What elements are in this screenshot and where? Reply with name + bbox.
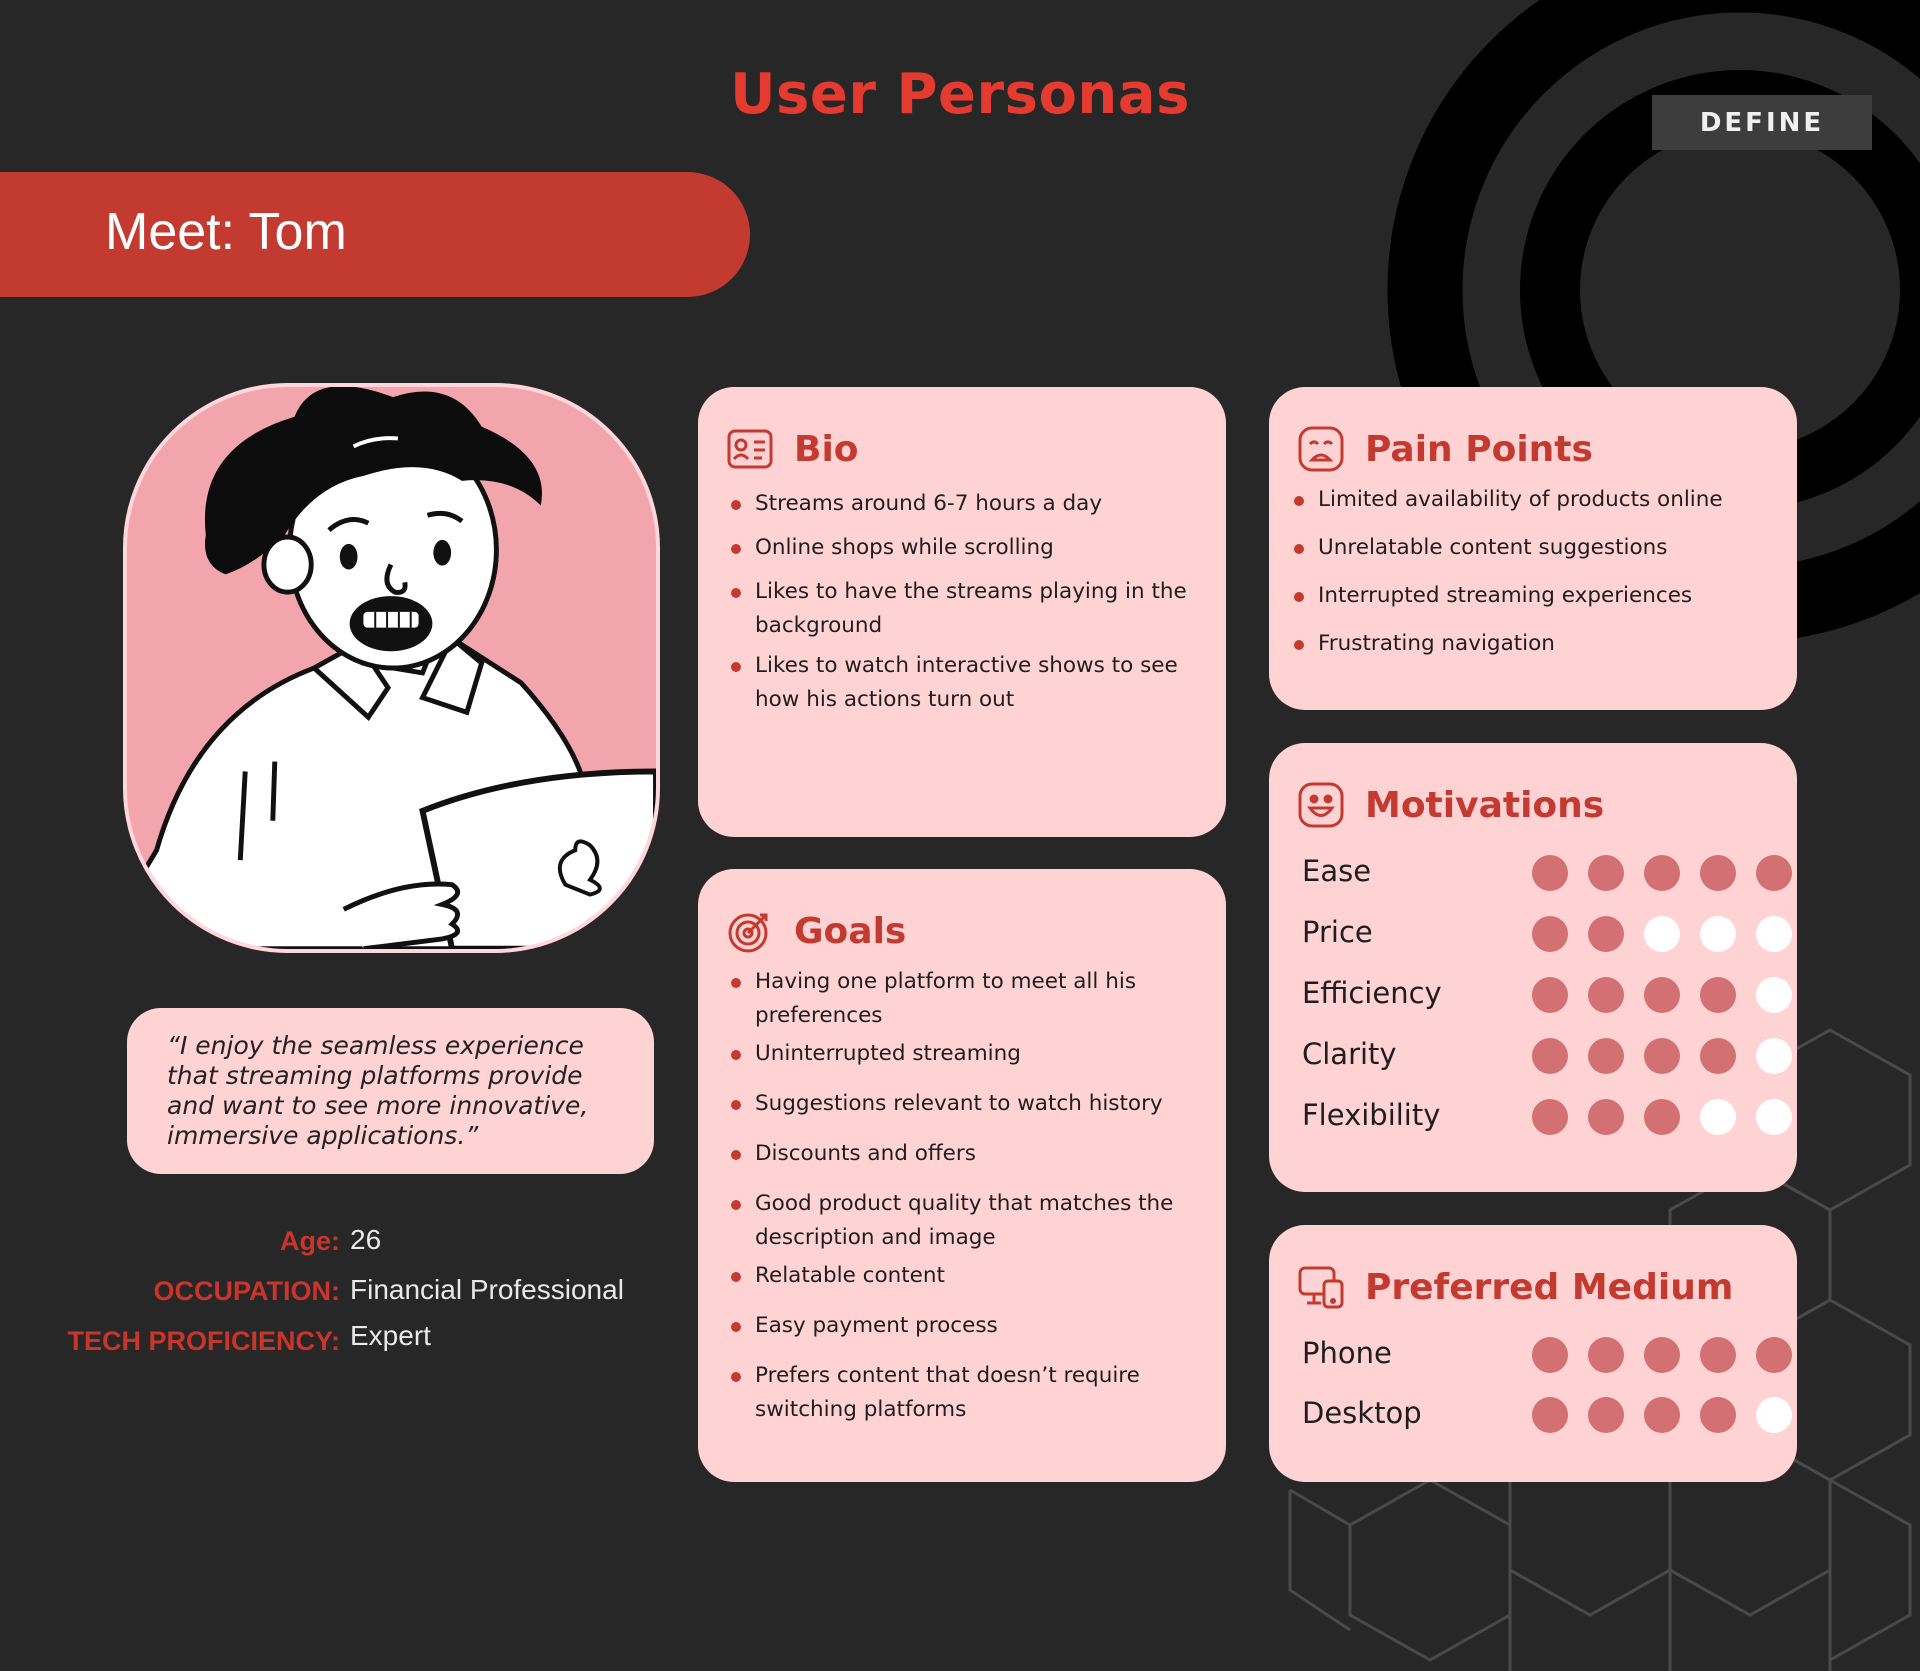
id-card-icon	[726, 425, 774, 473]
tech-proficiency-value: Expert	[350, 1320, 431, 1351]
frown-face-icon	[1297, 425, 1345, 473]
persona-quote-card	[127, 1008, 654, 1174]
rating-dot-filled	[1588, 1397, 1624, 1433]
pain-points-card	[1269, 387, 1797, 710]
occupation-value: Financial Professional	[350, 1274, 624, 1305]
motivations-title: Motivations	[1365, 784, 1605, 826]
age-value: 26	[350, 1224, 382, 1255]
rating-dot-filled	[1644, 855, 1680, 891]
goal-item: Uninterrupted streaming	[731, 1037, 1201, 1071]
rating-dot-filled	[1588, 1099, 1624, 1135]
define-badge: DEFINE	[1652, 95, 1872, 150]
medium-label: Desktop	[1302, 1396, 1422, 1430]
rating-dot-filled	[1756, 1337, 1792, 1373]
preferred-medium-title: Preferred Medium	[1365, 1266, 1734, 1308]
goal-item: Prefers content that doesn’t require switching platforms	[731, 1359, 1201, 1427]
persona-avatar	[123, 383, 660, 953]
bio-item: Likes to watch interactive shows to see how his actions turn out	[731, 649, 1201, 717]
rating-dots	[1532, 855, 1792, 891]
rating-dot-filled	[1532, 855, 1568, 891]
motivation-label: Flexibility	[1302, 1098, 1441, 1132]
rating-dot-filled	[1700, 1397, 1736, 1433]
preferred-medium-card	[1269, 1225, 1797, 1482]
goal-item: Good product quality that matches the description and image	[731, 1187, 1201, 1255]
goal-item: Suggestions relevant to watch history	[731, 1087, 1201, 1121]
persona-quote: “I enjoy the seamless experience that streaming platforms provide and want to see more innovative, immersive applications.”	[167, 1031, 589, 1150]
goals-title: Goals	[794, 910, 907, 952]
bio-item: Streams around 6-7 hours a day	[731, 487, 1201, 521]
rating-dot-empty	[1756, 916, 1792, 952]
rating-dot-filled	[1532, 1337, 1568, 1373]
persona-name: Meet: Tom	[105, 203, 347, 261]
rating-dot-empty	[1756, 977, 1792, 1013]
rating-dot-empty	[1700, 916, 1736, 952]
motivation-label: Price	[1302, 915, 1373, 949]
rating-dot-filled	[1532, 1038, 1568, 1074]
bio-card	[698, 387, 1226, 837]
motivation-row	[1302, 915, 1762, 955]
bio-list	[731, 487, 1201, 717]
rating-dot-filled	[1700, 1337, 1736, 1373]
motivation-label: Efficiency	[1302, 976, 1442, 1010]
goal-item: Having one platform to meet all his preferences	[731, 965, 1201, 1033]
rating-dot-filled	[1644, 1038, 1680, 1074]
goal-item: Easy payment process	[731, 1309, 1201, 1343]
tech-proficiency-label: TECH PROFICIENCY:	[67, 1326, 340, 1356]
rating-dot-filled	[1644, 1397, 1680, 1433]
pain-point-item: Limited availability of products online	[1294, 483, 1774, 517]
rating-dot-filled	[1588, 1337, 1624, 1373]
goals-card	[698, 869, 1226, 1482]
goal-item: Relatable content	[731, 1259, 1201, 1293]
rating-dot-filled	[1700, 1038, 1736, 1074]
pain-point-item: Unrelatable content suggestions	[1294, 531, 1774, 565]
rating-dot-filled	[1532, 916, 1568, 952]
motivation-row	[1302, 976, 1762, 1016]
rating-dot-filled	[1588, 977, 1624, 1013]
motivation-row	[1302, 1098, 1762, 1138]
rating-dots	[1532, 916, 1792, 952]
rating-dots	[1532, 1038, 1792, 1074]
motivation-label: Clarity	[1302, 1037, 1397, 1071]
rating-dot-empty	[1644, 916, 1680, 952]
target-icon	[726, 907, 774, 955]
avatar-illustration	[127, 387, 656, 949]
pain-point-item: Frustrating navigation	[1294, 627, 1774, 661]
rating-dot-filled	[1532, 977, 1568, 1013]
goal-item: Discounts and offers	[731, 1137, 1201, 1171]
rating-dot-empty	[1700, 1099, 1736, 1135]
rating-dots	[1532, 977, 1792, 1013]
rating-dot-filled	[1756, 855, 1792, 891]
rating-dots	[1532, 1337, 1792, 1373]
occupation-label: OCCUPATION:	[153, 1276, 340, 1306]
rating-dot-empty	[1756, 1038, 1792, 1074]
page-title: User Personas	[730, 62, 1190, 127]
rating-dot-filled	[1700, 977, 1736, 1013]
rating-dot-empty	[1756, 1397, 1792, 1433]
motivation-row	[1302, 1037, 1762, 1077]
rating-dot-filled	[1532, 1397, 1568, 1433]
rating-dot-filled	[1588, 916, 1624, 952]
persona-name-banner	[0, 172, 750, 297]
motivations-card	[1269, 743, 1797, 1192]
medium-row	[1302, 1396, 1762, 1436]
pain-points-list	[1294, 483, 1774, 661]
devices-icon	[1297, 1263, 1345, 1311]
rating-dot-empty	[1756, 1099, 1792, 1135]
pain-points-title: Pain Points	[1365, 428, 1593, 470]
smile-face-icon	[1297, 781, 1345, 829]
rating-dot-filled	[1644, 1099, 1680, 1135]
pain-point-item: Interrupted streaming experiences	[1294, 579, 1774, 613]
rating-dot-filled	[1588, 855, 1624, 891]
rating-dots	[1532, 1397, 1792, 1433]
bio-item: Likes to have the streams playing in the background	[731, 575, 1201, 643]
motivation-row	[1302, 854, 1762, 894]
rating-dot-filled	[1588, 1038, 1624, 1074]
goals-list	[731, 965, 1201, 1427]
medium-row	[1302, 1336, 1762, 1376]
rating-dot-filled	[1644, 977, 1680, 1013]
rating-dot-filled	[1644, 1337, 1680, 1373]
bio-item: Online shops while scrolling	[731, 531, 1201, 565]
age-label: Age:	[280, 1226, 340, 1256]
medium-label: Phone	[1302, 1336, 1392, 1370]
rating-dot-filled	[1700, 855, 1736, 891]
motivation-label: Ease	[1302, 854, 1372, 888]
rating-dots	[1532, 1099, 1792, 1135]
rating-dot-filled	[1532, 1099, 1568, 1135]
bio-title: Bio	[794, 428, 859, 470]
